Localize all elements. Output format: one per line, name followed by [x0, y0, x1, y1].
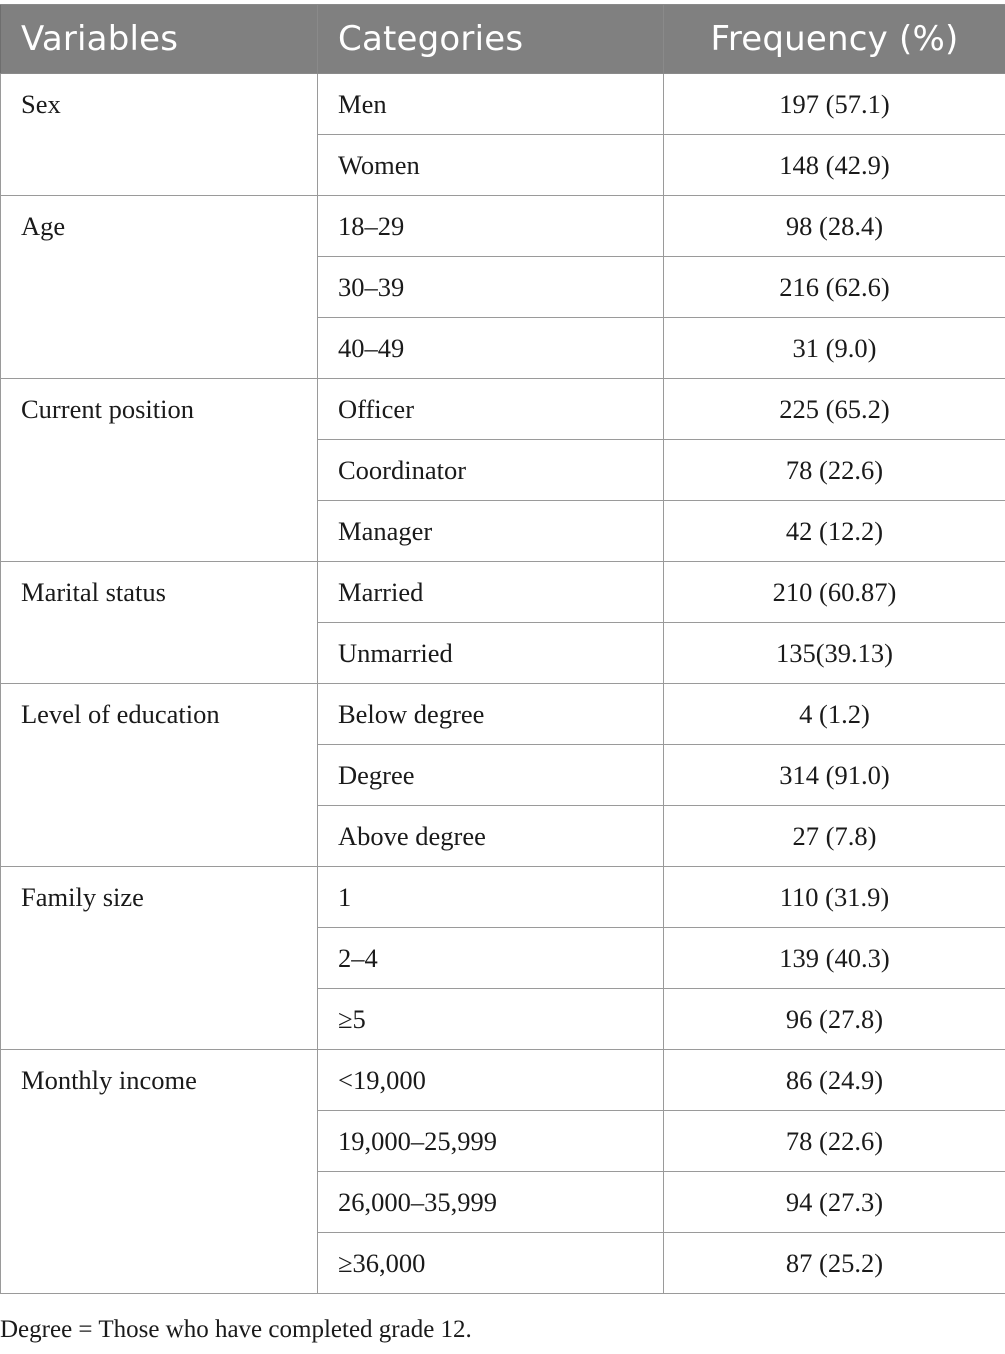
frequency-cell: 4 (1.2): [664, 684, 1005, 745]
variable-cell: Monthly income: [1, 1050, 318, 1294]
frequency-cell: 135(39.13): [664, 623, 1005, 684]
frequency-cell: 86 (24.9): [664, 1050, 1005, 1111]
frequency-cell: 139 (40.3): [664, 928, 1005, 989]
table-row: [1, 867, 1005, 928]
category-cell: Degree: [318, 745, 664, 806]
header-frequency: Frequency (%): [664, 5, 1005, 74]
category-cell: Unmarried: [318, 623, 664, 684]
category-cell: Manager: [318, 501, 664, 562]
footnote: Degree = Those who have completed grade 12.: [0, 1316, 472, 1343]
category-cell: 40–49: [318, 318, 664, 379]
frequency-cell: 78 (22.6): [664, 1111, 1005, 1172]
category-cell: Below degree: [318, 684, 664, 745]
variable-cell: Level of education: [1, 684, 318, 867]
table-row: [1, 684, 1005, 745]
category-cell: 19,000–25,999: [318, 1111, 664, 1172]
frequency-cell: 210 (60.87): [664, 562, 1005, 623]
header-categories: Categories: [318, 5, 664, 74]
demographics-table: [0, 4, 1005, 1294]
variable-cell: Age: [1, 196, 318, 379]
frequency-cell: 110 (31.9): [664, 867, 1005, 928]
variable-cell: Family size: [1, 867, 318, 1050]
category-cell: 26,000–35,999: [318, 1172, 664, 1233]
table-body: [1, 74, 1005, 1294]
frequency-cell: 94 (27.3): [664, 1172, 1005, 1233]
category-cell: Officer: [318, 379, 664, 440]
frequency-cell: 148 (42.9): [664, 135, 1005, 196]
category-cell: Married: [318, 562, 664, 623]
table-container: [0, 4, 1005, 1294]
category-cell: Women: [318, 135, 664, 196]
category-cell: Coordinator: [318, 440, 664, 501]
category-cell: <19,000: [318, 1050, 664, 1111]
variable-cell: Sex: [1, 74, 318, 196]
table-row: [1, 196, 1005, 257]
variable-cell: Marital status: [1, 562, 318, 684]
category-cell: 2–4: [318, 928, 664, 989]
frequency-cell: 42 (12.2): [664, 501, 1005, 562]
category-cell: Men: [318, 74, 664, 135]
frequency-cell: 98 (28.4): [664, 196, 1005, 257]
frequency-cell: 27 (7.8): [664, 806, 1005, 867]
table-row: [1, 1050, 1005, 1111]
category-cell: ≥5: [318, 989, 664, 1050]
frequency-cell: 216 (62.6): [664, 257, 1005, 318]
variable-cell: Current position: [1, 379, 318, 562]
frequency-cell: 78 (22.6): [664, 440, 1005, 501]
category-cell: ≥36,000: [318, 1233, 664, 1294]
frequency-cell: 225 (65.2): [664, 379, 1005, 440]
category-cell: 18–29: [318, 196, 664, 257]
frequency-cell: 197 (57.1): [664, 74, 1005, 135]
header-row: [1, 5, 1005, 74]
header-variables: Variables: [1, 5, 318, 74]
table-row: [1, 562, 1005, 623]
table-row: [1, 74, 1005, 135]
table-row: [1, 379, 1005, 440]
category-cell: 30–39: [318, 257, 664, 318]
frequency-cell: 87 (25.2): [664, 1233, 1005, 1294]
category-cell: 1: [318, 867, 664, 928]
category-cell: Above degree: [318, 806, 664, 867]
frequency-cell: 96 (27.8): [664, 989, 1005, 1050]
frequency-cell: 314 (91.0): [664, 745, 1005, 806]
frequency-cell: 31 (9.0): [664, 318, 1005, 379]
